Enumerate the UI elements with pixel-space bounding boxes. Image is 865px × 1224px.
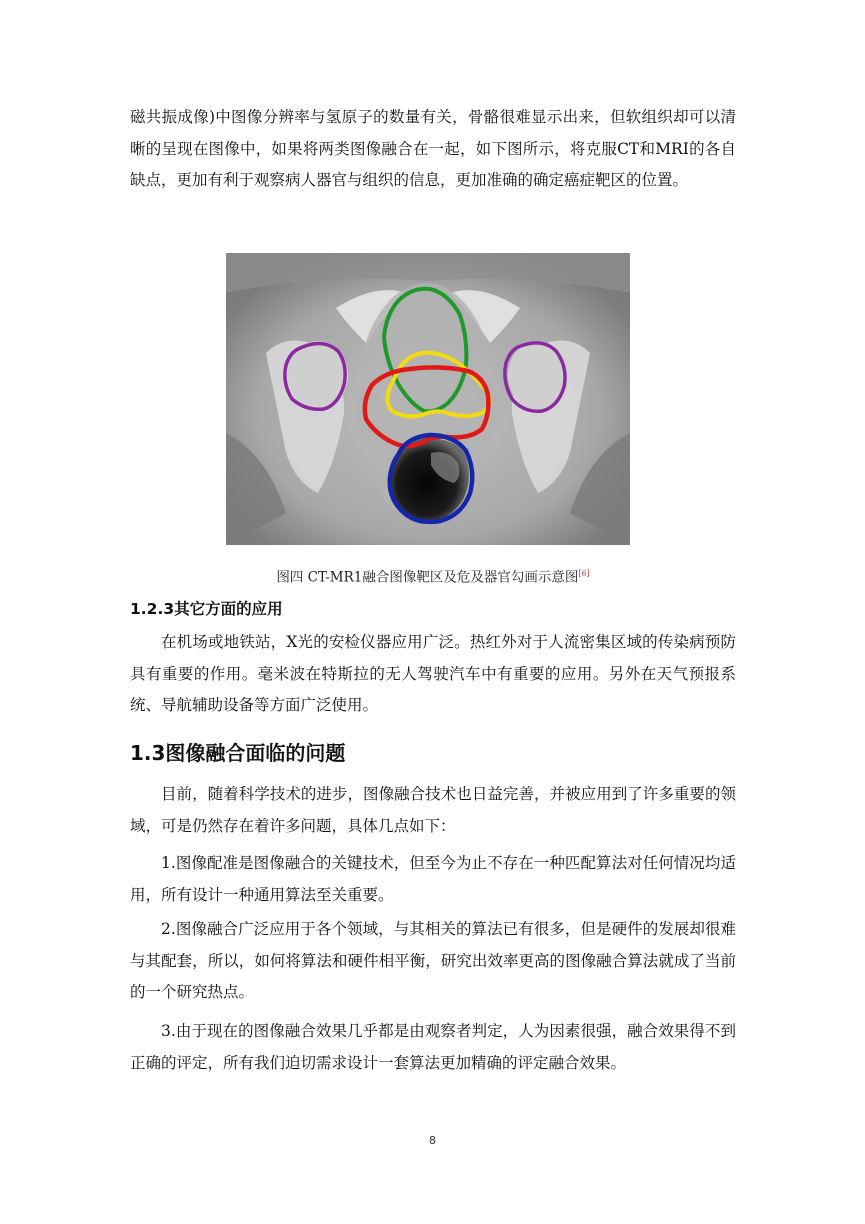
paragraph-ct-mri-intro: 磁共振成像)中图像分辨率与氢原子的数量有关，骨骼很难显示出来，但软组织却可以清晰的呈现在图像中，如果将两类图像融合在一起，如下图所示，将克服CT和MRI的各自缺点，更加有利于观察病人器官与组织的信息，更加准确的确定癌症靶区的位置。 <box>130 108 736 189</box>
figure-caption-text: 图四 CT-MR1融合图像靶区及危及器官勾画示意图 <box>276 569 579 586</box>
figure-caption <box>130 564 736 588</box>
section-heading-1-2-3: 1.2.3其它方面的应用 <box>130 600 283 618</box>
section-heading-1-3: 1.3图像融合面临的问题 <box>130 741 346 765</box>
paragraph-problem-1: 1.图像配准是图像融合的关键技术，但至今为止不存在一种匹配算法对任何情况均适用，所有设计一种通用算法至关重要。 <box>130 854 736 904</box>
paragraph-problem-2: 2.图像融合广泛应用于各个领域，与其相关的算法已有很多，但是硬件的发展却很难与其配套，所以，如何将算法和硬件相平衡，研究出效率更高的图像融合算法就成了当前的一个研究热点。 <box>130 920 736 1001</box>
paragraph-problem-3: 3.由于现在的图像融合效果几乎都是由观察者判定，人为因素很强，融合效果得不到正确的评定，所有我们迫切需求设计一套算法更加精确的评定融合效果。 <box>130 1022 736 1072</box>
page-number: 8 <box>429 1134 436 1147</box>
paragraph-other-applications: 在机场或地铁站，X光的安检仪器应用广泛。热红外对于人流密集区域的传染病预防具有重要的作用。毫米波在特斯拉的无人驾驶汽车中有重要的应用。另外在天气预报系统、导航辅助设备等方面广泛使用。 <box>130 633 736 714</box>
ct-mri-scan-image <box>226 253 630 545</box>
figure-citation[interactable]: [6] <box>578 569 590 578</box>
paragraph-problems-intro: 目前，随着科学技术的进步，图像融合技术也日益完善，并被应用到了许多重要的领域，可是仍然存在着许多问题，具体几点如下： <box>130 785 736 835</box>
ct-mri-fusion-figure <box>226 253 630 545</box>
